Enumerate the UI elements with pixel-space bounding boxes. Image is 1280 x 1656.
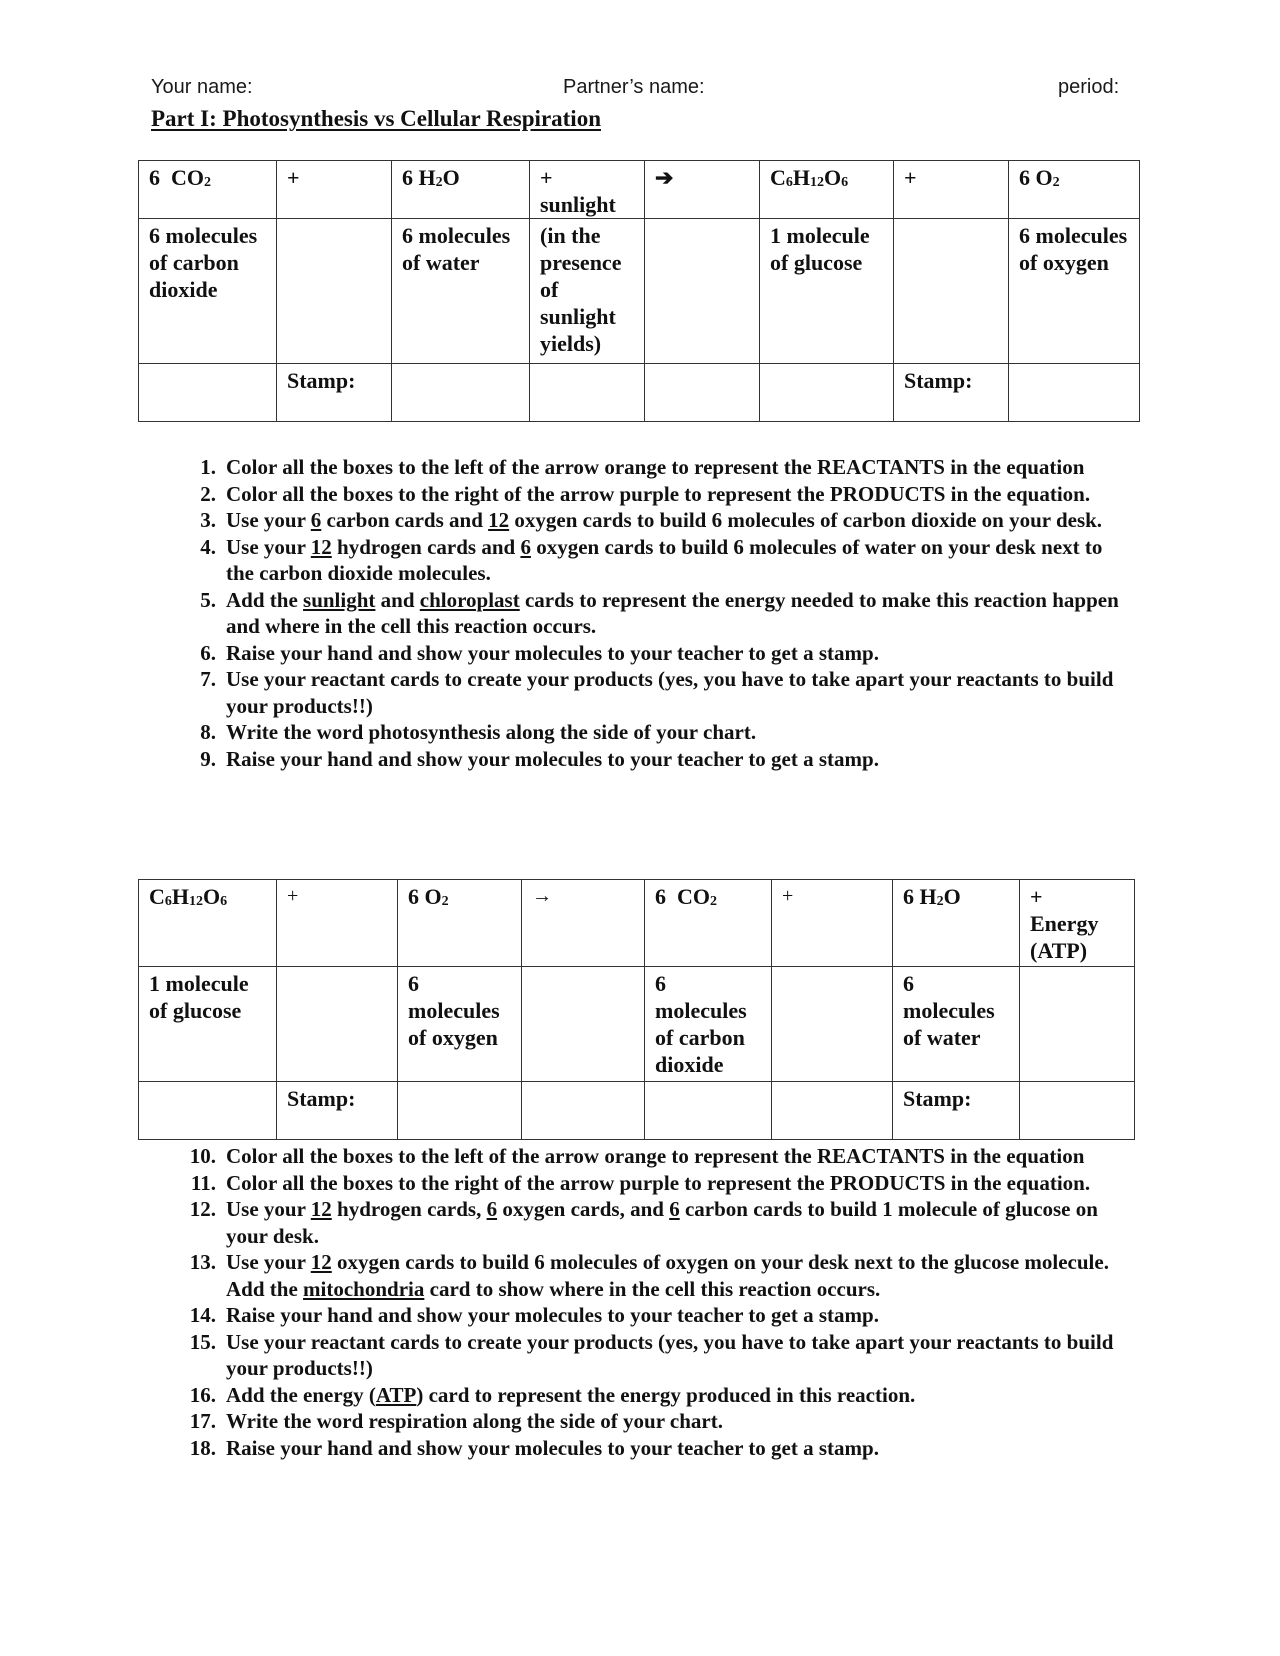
arrow-icon: ➔ — [645, 161, 760, 219]
desc-cell: 6 molecules of carbon dioxide — [139, 219, 277, 364]
stamp-cell — [522, 1082, 645, 1140]
desc-cell: (in the presence of sunlight yields) — [530, 219, 645, 364]
arrow-icon: → — [522, 880, 645, 967]
desc-cell: 6 molecules of oxygen — [398, 967, 522, 1082]
desc-cell — [1020, 967, 1135, 1082]
step-item: 12. Use your 12 hydrogen cards, 6 oxygen cards, and 6 carbon cards to build 1 molecule of glucose on your desk. — [189, 1197, 1098, 1248]
cell-plus-energy: + Energy (ATP) — [1020, 880, 1135, 967]
period-label: period: — [1058, 76, 1120, 98]
step-item: 11. Color all the boxes to the right of the arrow purple to represent the PRODUCTS in the equation. — [190, 1170, 1091, 1195]
stamp-cell — [392, 364, 530, 422]
formula-row — [139, 880, 1135, 967]
step-item: 10. Color all the boxes to the left of the arrow orange to represent the REACTANTS in the equation — [189, 1144, 1085, 1168]
description-row — [139, 967, 1135, 1082]
cell-co2: 6 $CO_2$ — [645, 880, 772, 967]
desc-cell: 6 molecules of carbon dioxide — [645, 967, 772, 1082]
desc-cell: 6 molecules of water — [392, 219, 530, 364]
stamp-row — [139, 1082, 1135, 1140]
cell-h2o: 6 $H_2O$ — [392, 161, 530, 219]
step-item: 5. Add the sunlight and chloroplast cards to represent the energy needed to make this reaction happen and where in the cell this reaction occurs. — [200, 587, 1119, 638]
desc-cell: 6 molecules of water — [893, 967, 1020, 1082]
stamp-cell — [1009, 364, 1140, 422]
photosynthesis-equation-table — [138, 160, 1140, 422]
your-name-label: Your name: — [151, 76, 253, 98]
cell-glucose: $C_6H_{12}O_6$ — [139, 880, 277, 967]
stamp-cell: Stamp: — [893, 1082, 1020, 1140]
stamp-cell — [645, 1082, 772, 1140]
stamp-cell — [139, 1082, 277, 1140]
step-item: 7. Use your reactant cards to create your products (yes, you have to take apart your reactants to build your products!!) — [200, 667, 1114, 718]
page-title: Part I: Photosynthesis vs Cellular Respiration — [151, 106, 601, 131]
cell-o2: 6 $O_2$ — [398, 880, 522, 967]
step-item: 15. Use your reactant cards to create your products (yes, you have to take apart your reactants to build your products!!) — [189, 1329, 1114, 1380]
step-item: 14. Raise your hand and show your molecules to your teacher to get a stamp. — [189, 1303, 879, 1327]
formula-row — [139, 161, 1140, 219]
cell-co2: 6 $CO_2$ — [139, 161, 277, 219]
cell-plus-sunlight: + sunlight — [530, 161, 645, 219]
desc-cell — [277, 219, 392, 364]
step-item: 18. Raise your hand and show your molecules to your teacher to get a stamp. — [189, 1435, 879, 1460]
cell-o2: 6 $O_2$ — [1009, 161, 1140, 219]
step-item: 4. Use your 12 hydrogen cards and 6 oxygen cards to build 6 molecules of water on your desk next to the carbon dioxide molecules. — [200, 534, 1103, 585]
partner-name-label: Partner’s name: — [563, 76, 705, 98]
cell-plus: + — [772, 880, 893, 967]
desc-cell: 6 molecules of oxygen — [1009, 219, 1140, 364]
step-item: 6. Raise your hand and show your molecules to your teacher to get a stamp. — [200, 640, 879, 665]
step-item: 16. Add the energy (ATP) card to represent the energy produced in this reaction. — [189, 1382, 916, 1407]
desc-cell: 1 molecule of glucose — [139, 967, 277, 1082]
stamp-cell: Stamp: — [894, 364, 1009, 422]
photosynthesis-steps — [180, 454, 1130, 772]
cell-plus: + — [277, 161, 392, 219]
cell-plus: + — [894, 161, 1009, 219]
desc-cell — [772, 967, 893, 1082]
desc-cell — [522, 967, 645, 1082]
desc-cell — [645, 219, 760, 364]
step-item: 1. Color all the boxes to the left of the arrow orange to represent the REACTANTS in the equation — [200, 455, 1085, 479]
step-item: 17. Write the word respiration along the side of your chart. — [189, 1409, 723, 1433]
step-item: 9. Raise your hand and show your molecules to your teacher to get a stamp. — [200, 746, 879, 771]
stamp-cell — [530, 364, 645, 422]
description-row — [139, 219, 1140, 364]
desc-cell: 1 molecule of glucose — [760, 219, 894, 364]
stamp-cell — [139, 364, 277, 422]
desc-cell — [894, 219, 1009, 364]
stamp-row — [139, 364, 1140, 422]
stamp-cell — [1020, 1082, 1135, 1140]
stamp-cell — [398, 1082, 522, 1140]
stamp-cell — [760, 364, 894, 422]
step-item: 13. Use your 12 oxygen cards to build 6 molecules of oxygen on your desk next to the glucose molecule. Add the mitochondria card to show where in the cell this reaction occurs. — [189, 1250, 1109, 1301]
step-item: 8. Write the word photosynthesis along the side of your chart. — [200, 720, 757, 744]
cell-plus: + — [277, 880, 398, 967]
desc-cell — [277, 967, 398, 1082]
stamp-cell: Stamp: — [277, 364, 392, 422]
respiration-steps — [180, 1143, 1130, 1461]
respiration-equation-table — [138, 879, 1135, 1140]
step-item: 2. Color all the boxes to the right of the arrow purple to represent the PRODUCTS in the equation. — [200, 481, 1091, 506]
stamp-cell — [772, 1082, 893, 1140]
stamp-cell: Stamp: — [277, 1082, 398, 1140]
step-item: 3. Use your 6 carbon cards and 12 oxygen cards to build 6 molecules of carbon dioxide on your desk. — [200, 508, 1103, 532]
stamp-cell — [645, 364, 760, 422]
cell-glucose: $C_6H_{12}O_6$ — [760, 161, 894, 219]
cell-h2o: 6 $H_2O$ — [893, 880, 1020, 967]
